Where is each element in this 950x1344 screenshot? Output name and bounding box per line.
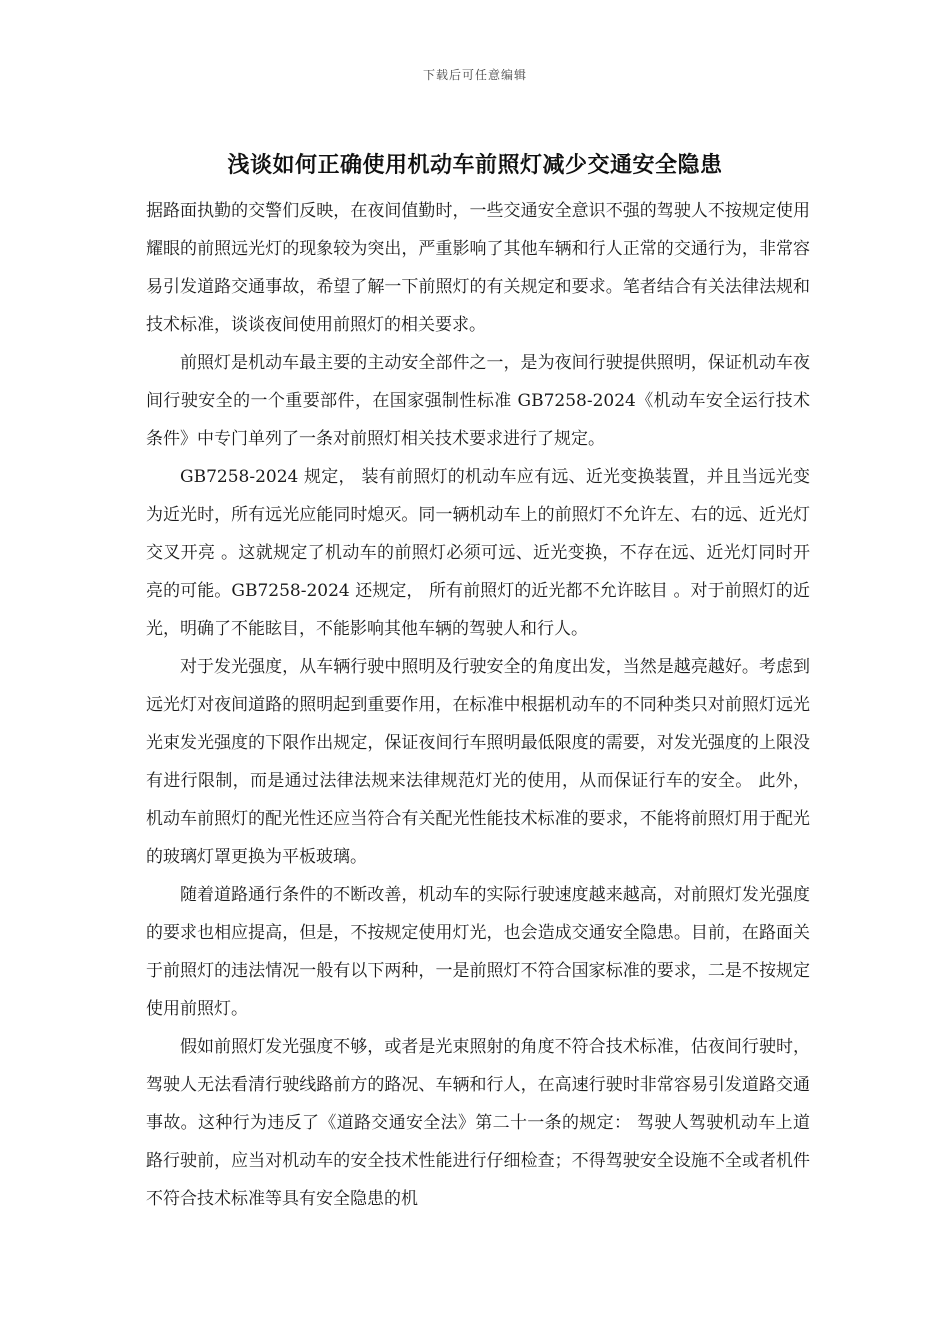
paragraph-4: 对于发光强度，从车辆行驶中照明及行驶安全的角度出发，当然是越亮越好。考虑到远光灯对夜间道路的照明起到重要作用，在标准中根据机动车的不同种类只对前照灯远光光束发光强度的下限作出规定，保证夜间行车照明最低限度的需要，对发光强度的上限没有进行限制，而是通过法律法规来法律规范灯光的使用，从而保证行车的安全。 此外，机动车前照灯的配光性还应当符合有关配光性能技术标准的要求，不能将前照灯用于配光的玻璃灯罩更换为平板玻璃。 bbox=[146, 657, 810, 867]
paragraph-2: 前照灯是机动车最主要的主动安全部件之一，是为夜间行驶提供照明，保证机动车夜间行驶安全的一个重要部件，在国家强制性标准 GB7258-2024《机动车安全运行技术条件》中专门单列了一条对前照灯相关技术要求进行了规定。 bbox=[146, 353, 810, 449]
document-title: 浅谈如何正确使用机动车前照灯减少交通安全隐患 bbox=[227, 153, 723, 178]
paragraph-5: 随着道路通行条件的不断改善，机动车的实际行驶速度越来越高，对前照灯发光强度的要求也相应提高，但是，不按规定使用灯光，也会造成交通安全隐患。目前，在路面关于前照灯的违法情况一般有以下两种，一是前照灯不符合国家标准的要求，二是不按规定使用前照灯。 bbox=[146, 885, 810, 1019]
paragraph-6: 假如前照灯发光强度不够，或者是光束照射的角度不符合技术标准，估夜间行驶时，驾驶人无法看清行驶线路前方的路况、车辆和行人，在高速行驶时非常容易引发道路交通事故。这种行为违反了《道路交通安全法》第二十一条的规定： 驾驶人驾驶机动车上道路行驶前，应当对机动车的安全技术性能进行仔细检查；不得驾驶安全设施不全或者机件不符合技术标准等具有安全隐患的机 bbox=[146, 1037, 810, 1209]
header-note: 下载后可任意编辑 bbox=[422, 68, 527, 82]
paragraph-3: GB7258-2024 规定， 装有前照灯的机动车应有远、近光变换装置，并且当远光变为近光时，所有远光应能同时熄灭。同一辆机动车上的前照灯不允许左、右的远、近光灯交叉开亮 。这就规定了机动车的前照灯必须可远、近光变换，不存在远、近光灯同时开亮的可能。GB7258-2024 还规定， 所有前照灯的近光都不允许眩目 。对于前照灯的近光，明确了不能眩目，不能影响其他车辆的驾驶人和行人。 bbox=[146, 467, 810, 639]
paragraph-1: 据路面执勤的交警们反映，在夜间值勤时，一些交通安全意识不强的驾驶人不按规定使用耀眼的前照远光灯的现象较为突出，严重影响了其他车辆和行人正常的交通行为，非常容易引发道路交通事故，希望了解一下前照灯的有关规定和要求。笔者结合有关法律法规和技术标准，谈谈夜间使用前照灯的相关要求。 bbox=[146, 201, 810, 335]
document-body bbox=[146, 192, 810, 1218]
